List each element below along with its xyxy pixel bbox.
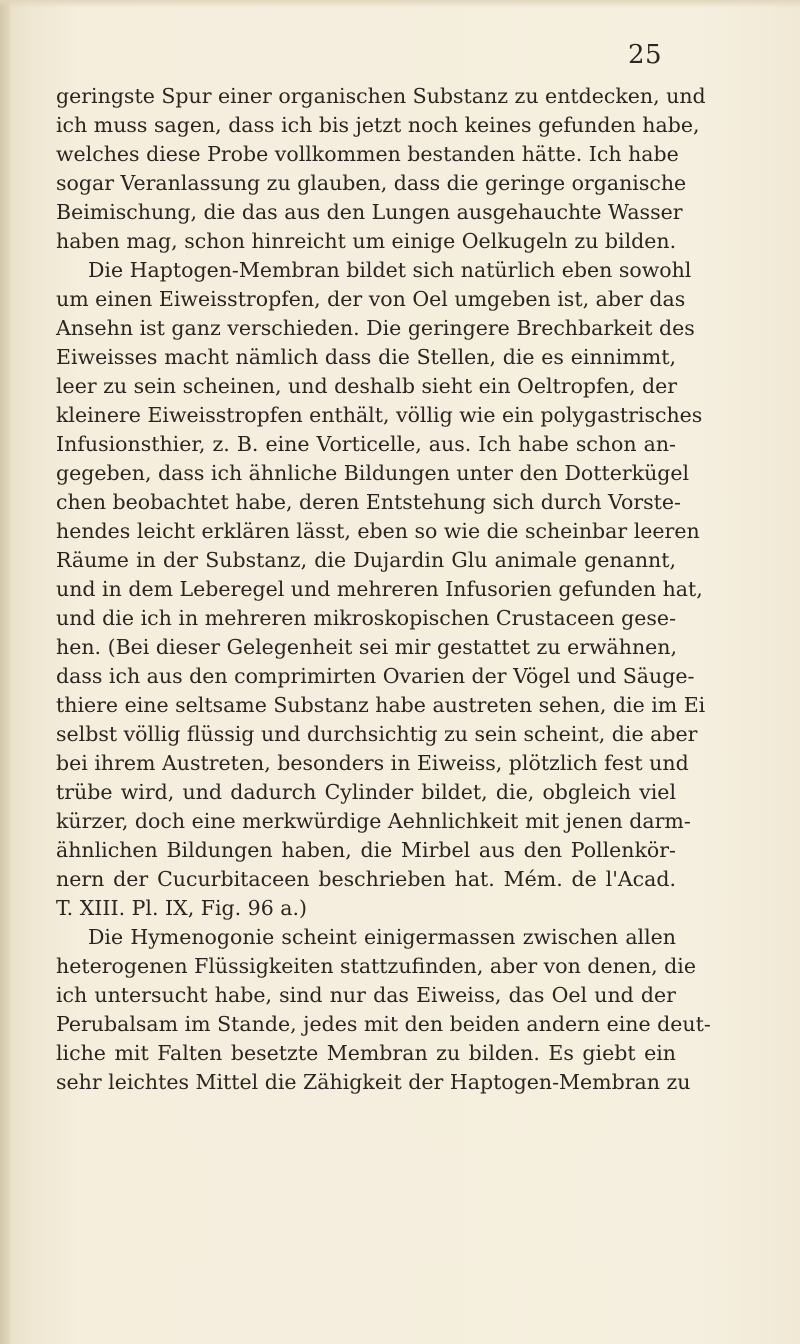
text-line: trübe wird, und dadurch Cylinder bildet, die, obgleich viel bbox=[56, 780, 676, 804]
text-line: liche mit Falten besetzte Membran zu bilden. Es giebt ein bbox=[56, 1041, 676, 1065]
text-line: Räume in der Substanz, die Dujardin Glu animale genannt, bbox=[56, 548, 676, 572]
text-line: hen. (Bei dieser Gelegenheit sei mir gestattet zu erwähnen, bbox=[56, 635, 678, 659]
text-line: gegeben, dass ich ähnliche Bildungen unter den Dotterkügel bbox=[56, 461, 690, 485]
text-line: heterogenen Flüssigkeiten stattzufinden, aber von denen, die bbox=[56, 954, 696, 978]
text-line: Perubalsam im Stande, jedes mit den beiden andern eine deut- bbox=[56, 1012, 711, 1036]
text-line: und in dem Leberegel und mehreren Infusorien gefunden hat, bbox=[56, 577, 703, 601]
text-line: bei ihrem Austreten, besonders in Eiweiss, plötzlich fest und bbox=[56, 751, 689, 775]
page-number: 25 bbox=[628, 40, 663, 70]
page-top-edge bbox=[0, 0, 800, 8]
text-line: Eiweisses macht nämlich dass die Stellen, die es einnimmt, bbox=[56, 345, 676, 369]
text-line: kleinere Eiweisstropfen enthält, völlig wie ein polygastrisches bbox=[56, 403, 703, 427]
text-line: sogar Veranlassung zu glauben, dass die geringe organische bbox=[56, 171, 687, 195]
text-line: um einen Eiweisstropfen, der von Oel umgeben ist, aber das bbox=[56, 287, 686, 311]
text-line: chen beobachtet habe, deren Entstehung sich durch Vorste- bbox=[56, 490, 681, 514]
text-line: nern der Cucurbitaceen beschrieben hat. Mém. de l'Acad. bbox=[56, 867, 676, 891]
text-line: welches diese Probe vollkommen bestanden hätte. Ich habe bbox=[56, 142, 679, 166]
text-line: dass ich aus den comprimirten Ovarien der Vögel und Säuge- bbox=[56, 664, 695, 688]
text-line: ich muss sagen, dass ich bis jetzt noch keines gefunden habe, bbox=[56, 113, 700, 137]
paragraph-start-line: Die Haptogen-Membran bildet sich natürlich eben sowohl bbox=[88, 258, 692, 282]
text-line: kürzer, doch eine merkwürdige Aehnlichkeit mit jenen darm- bbox=[56, 809, 691, 833]
text-line: geringste Spur einer organischen Substanz zu entdecken, und bbox=[56, 84, 706, 108]
text-line: ähnlichen Bildungen haben, die Mirbel aus den Pollenkör- bbox=[56, 838, 676, 862]
text-line: sehr leichtes Mittel die Zähigkeit der Haptogen-Membran zu bbox=[56, 1070, 691, 1094]
text-line: und die ich in mehreren mikroskopischen Crustaceen gese- bbox=[56, 606, 676, 630]
text-line: thiere eine seltsame Substanz habe austreten sehen, die im Ei bbox=[56, 693, 706, 717]
text-line: Infusionsthier, z. B. eine Vorticelle, aus. Ich habe schon an- bbox=[56, 432, 676, 456]
paragraph-start-line: Die Hymenogonie scheint einigermassen zwischen allen bbox=[88, 925, 676, 949]
text-line: Beimischung, die das aus den Lungen ausgehauchte Wasser bbox=[56, 200, 683, 224]
text-line: Ansehn ist ganz verschieden. Die geringere Brechbarkeit des bbox=[56, 316, 695, 340]
text-line: T. XIII. Pl. IX, Fig. 96 a.) bbox=[56, 896, 307, 920]
text-line: selbst völlig flüssig und durchsichtig zu sein scheint, die aber bbox=[56, 722, 698, 746]
text-line: ich untersucht habe, sind nur das Eiweiss, das Oel und der bbox=[56, 983, 676, 1007]
page-binding-edge bbox=[0, 0, 10, 1344]
text-line: leer zu sein scheinen, und deshalb sieht ein Oeltropfen, der bbox=[56, 374, 678, 398]
text-line: haben mag, schon hinreicht um einige Oelkugeln zu bilden. bbox=[56, 229, 677, 253]
text-line: hendes leicht erklären lässt, eben so wie die scheinbar leeren bbox=[56, 519, 700, 543]
